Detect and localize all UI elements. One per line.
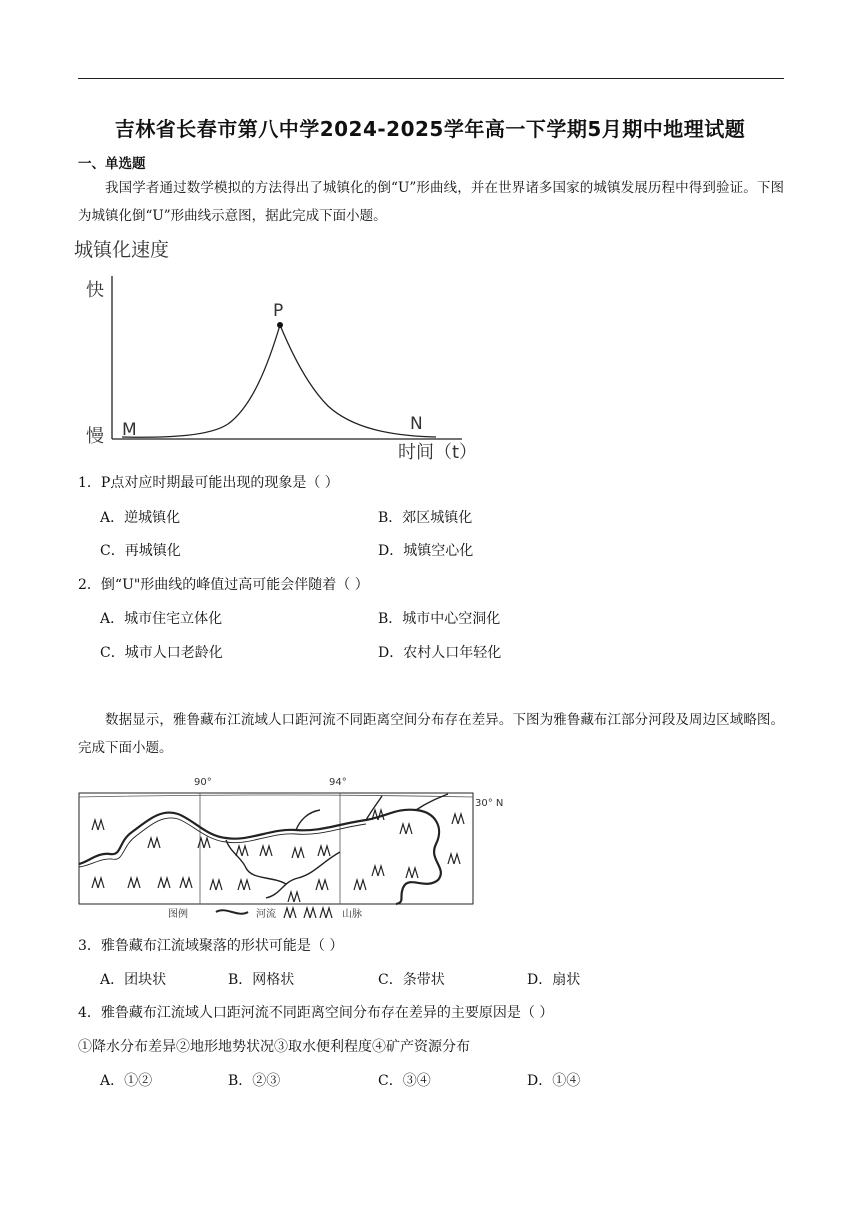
question-2-stem: 2．倒“U"形曲线的峰值过高可能会伴随着（ ） (78, 577, 369, 593)
q4-option-b[interactable]: B．②③ (228, 1073, 281, 1089)
q4-option-a[interactable]: A．①② (100, 1073, 153, 1089)
q4-option-d[interactable]: D．①④ (527, 1073, 581, 1089)
q2-option-a[interactable]: A．城市住宅立体化 (100, 611, 223, 627)
q1-option-d[interactable]: D．城镇空心化 (378, 543, 474, 559)
page-title: 吉林省长春市第八中学2024-2025学年高一下学期5月期中地理试题 (114, 117, 746, 141)
header-rule (78, 78, 784, 79)
y-axis-fast-label: 快 (86, 280, 104, 301)
q1-option-b[interactable]: B．郊区城镇化 (378, 510, 473, 526)
y-axis-slow-label: 慢 (86, 426, 104, 447)
q3-option-a[interactable]: A．团块状 (100, 972, 167, 988)
point-m-label: M (122, 420, 137, 440)
question-4-statements: ①降水分布差异②地形地势状况③取水便利程度④矿产资源分布 (78, 1039, 470, 1055)
passage-1: 我国学者通过数学模拟的方法得出了城镇化的倒“U”形曲线，并在世界诸多国家的城镇发展历程中得到验证。下图为城镇化倒“U”形曲线示意图，据此完成下面小题。 (78, 180, 784, 224)
tributary-2 (296, 810, 320, 830)
legend-river-symbol (216, 910, 248, 913)
latitude-30-line (79, 795, 473, 797)
q1-option-c[interactable]: C．再城镇化 (100, 543, 181, 559)
legend-mountain-symbol-2 (320, 908, 332, 918)
peak-point (277, 322, 283, 328)
legend-title: 图例 (168, 909, 188, 920)
latitude-30-label: 30° N (475, 798, 504, 809)
question-4-stem: 4．雅鲁藏布江流域人口距河流不同距离空间分布存在差异的主要原因是（ ） (78, 1005, 554, 1021)
point-n-label: N (410, 414, 423, 434)
q1-option-a[interactable]: A．逆城镇化 (100, 510, 181, 526)
q2-option-c[interactable]: C．城市人口老龄化 (100, 645, 223, 661)
inverted-u-curve (122, 325, 436, 437)
q3-option-b[interactable]: B．网格状 (228, 972, 295, 988)
legend-mountain-label: 山脉 (342, 909, 362, 920)
y-axis-title: 城镇化速度 (74, 239, 170, 261)
tributary-1 (226, 840, 286, 884)
urbanization-curve-figure (70, 236, 490, 466)
question-3-stem: 3．雅鲁藏布江流域聚落的形状可能是（ ） (78, 938, 344, 954)
longitude-90-label: 90° (194, 777, 212, 788)
q4-option-c[interactable]: C．③④ (378, 1073, 431, 1089)
mountain-symbols (92, 810, 464, 918)
section-heading: 一、单选题 (78, 156, 146, 172)
legend-mountain-symbol (304, 908, 316, 918)
legend-river-label: 河流 (256, 909, 276, 920)
main-river (79, 810, 441, 904)
yarlung-tsangpo-map (76, 772, 536, 924)
passage-2: 数据显示，雅鲁藏布江流域人口距河流不同距离空间分布存在差异。下图为雅鲁藏布江部分河段及周边区域略图。完成下面小题。 (78, 712, 784, 756)
x-axis-label: 时间（t） (398, 442, 478, 463)
q2-option-b[interactable]: B．城市中心空洞化 (378, 611, 501, 627)
q3-option-c[interactable]: C．条带状 (378, 972, 445, 988)
longitude-94-label: 94° (329, 777, 347, 788)
q2-option-d[interactable]: D．农村人口年轻化 (378, 645, 502, 661)
tributary-4 (266, 852, 340, 898)
q3-option-d[interactable]: D．扇状 (527, 972, 581, 988)
question-1-stem: 1．P点对应时期最可能出现的现象是（ ） (78, 475, 339, 491)
point-p-label: P (273, 301, 284, 321)
